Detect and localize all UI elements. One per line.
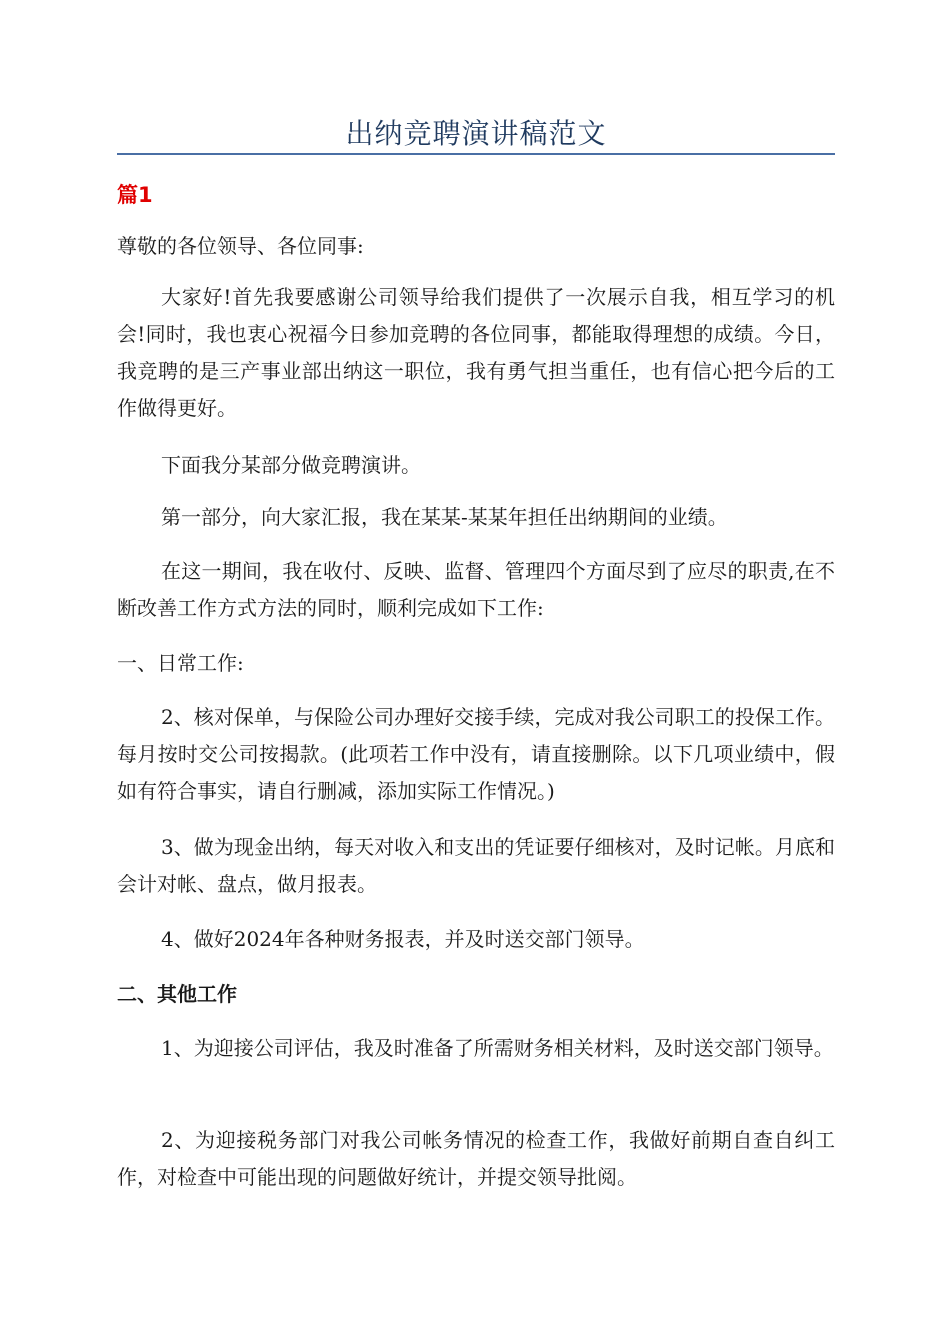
paragraph-intro: 大家好!首先我要感谢公司领导给我们提供了一次展示自我，相互学习的机会!同时，我也衷心祝福今日参加竞聘的各位同事，都能取得理想的成绩。今日，我竞聘的是三产事业部出纳这一职位，我有勇气担当重任，也有信心把今后的工作做得更好。 <box>117 285 835 420</box>
paragraph-part-one: 第一部分，向大家汇报，我在某某-某某年担任出纳期间的业绩。 <box>161 505 728 529</box>
paragraph-duties: 在这一期间，我在收付、反映、监督、管理四个方面尽到了应尽的职责,在不断改善工作方式方法的同时，顺利完成如下工作: <box>117 559 835 620</box>
routine-item-4: 4、做好2024年各种财务报表，并及时送交部门领导。 <box>161 927 645 951</box>
routine-heading: 一、日常工作: <box>117 651 244 675</box>
other-heading: 二、其他工作 <box>117 982 237 1006</box>
routine-item-2: 2、核对保单，与保险公司办理好交接手续，完成对我公司职工的投保工作。每月按时交公司按揭款。(此项若工作中没有，请直接删除。以下几项业绩中，假如有符合事实，请自行删减，添加实际工作情况。) <box>117 705 835 803</box>
paragraph-outline: 下面我分某部分做竞聘演讲。 <box>161 453 421 477</box>
salutation: 尊敬的各位领导、各位同事: <box>117 234 364 258</box>
title-divider <box>117 153 835 155</box>
routine-item-3: 3、做为现金出纳，每天对收入和支出的凭证要仔细核对，及时记帐。月底和会计对帐、盘点，做月报表。 <box>117 835 835 896</box>
other-item-1: 1、为迎接公司评估，我及时准备了所需财务相关材料，及时送交部门领导。 <box>161 1036 834 1060</box>
section-label: 篇1 <box>117 183 153 207</box>
document-title: 出纳竞聘演讲稿范文 <box>345 117 607 150</box>
other-item-2: 2、为迎接税务部门对我公司帐务情况的检查工作，我做好前期自查自纠工作，对检查中可能出现的问题做好统计，并提交领导批阅。 <box>117 1128 835 1189</box>
